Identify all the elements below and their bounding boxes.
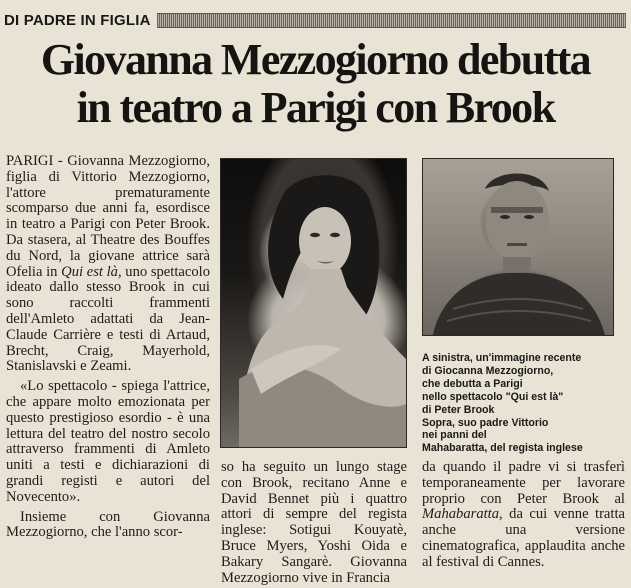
caption-line: di Giocanna Mezzogiorno, xyxy=(422,364,554,377)
caption-line: che debutta a Parigi xyxy=(422,377,523,390)
article-column-3 xyxy=(422,460,625,571)
article-paragraph-1 xyxy=(6,154,210,375)
caption-line: nei panni del xyxy=(422,429,487,442)
paragraph-text: , da cui venne tratta anche una versione cinematografica, applaudita anche al festival di Cannes. xyxy=(422,506,625,570)
portrait-illustration xyxy=(423,159,613,335)
photo-caption xyxy=(422,352,627,455)
rubric-rule xyxy=(157,13,626,28)
paragraph-text: PARIGI - Giovanna Mezzogiorno, figlia di Vittorio Mezzogiorno, l'attore prematuramente scomparso due anni fa, esordisce in teatro a Parigi con Peter Brook. Da stasera, al Theatre des Bouffes du Nord, la giovane attrice sarà Ofelia in xyxy=(6,153,210,280)
headline-line-2: in teatro a Parigi con Brook xyxy=(76,83,555,132)
portrait-illustration xyxy=(221,159,406,447)
paragraph-text: , uno spettacolo ideato dallo stesso Brook in cui sono raccolti frammenti dell'Amleto adattati da Jean-Claude Carrière e testi di Artaud, Brecht, Craig, Mayerhold, Stanislavski e Zeami. xyxy=(6,263,210,375)
headline xyxy=(0,36,631,132)
caption-line: di Peter Brook xyxy=(422,403,495,416)
paragraph-text: da quando il padre vi si trasferì temporaneamente per lavorare proprio con Peter Brook al xyxy=(422,459,625,507)
headline-line-1: Giovanna Mezzogiorno debutta xyxy=(40,35,591,84)
rubric-label: DI PADRE IN FIGLIA xyxy=(4,11,151,29)
caption-line: A sinistra, un'immagine recente xyxy=(422,352,582,364)
caption-line: Mahabaratta, del regista inglese xyxy=(422,442,583,455)
article-paragraph-5 xyxy=(422,460,625,571)
caption-line: Sopra, suo padre Vittorio xyxy=(422,416,549,429)
article-column-2 xyxy=(221,460,407,586)
show-title: Qui est là xyxy=(61,263,118,280)
photo-vittorio-mezzogiorno xyxy=(422,158,614,336)
photo-giovanna-mezzogiorno xyxy=(220,158,407,448)
article-column-1 xyxy=(6,154,210,541)
article-paragraph-2: «Lo spettacolo - spiega l'attrice, che appare molto emozionata per questo prestigioso esordio - è una lettura del teatro del nostro secolo attraverso frammenti di Amleto uniti a testi e dichiarazioni di grandi registi e autori del Novecento». xyxy=(6,378,210,505)
work-title: Mahabaratta xyxy=(422,506,500,523)
section-rubric xyxy=(4,10,626,30)
caption-line: nello spettacolo "Qui est là" xyxy=(422,390,564,403)
article-paragraph-3: Insieme con Giovanna Mezzogiorno, che l'anno scor- xyxy=(6,508,210,541)
article-paragraph-4: so ha seguito un lungo stage con Brook, recitano Anne e David Bennet più i quattro attori di sempre del regista inglese: Sotigui Kouyatè, Bruce Myers, Yoshi Oida e Bakary Sangarè. Giovanna Mezzogiorno vive in Francia xyxy=(221,459,407,586)
